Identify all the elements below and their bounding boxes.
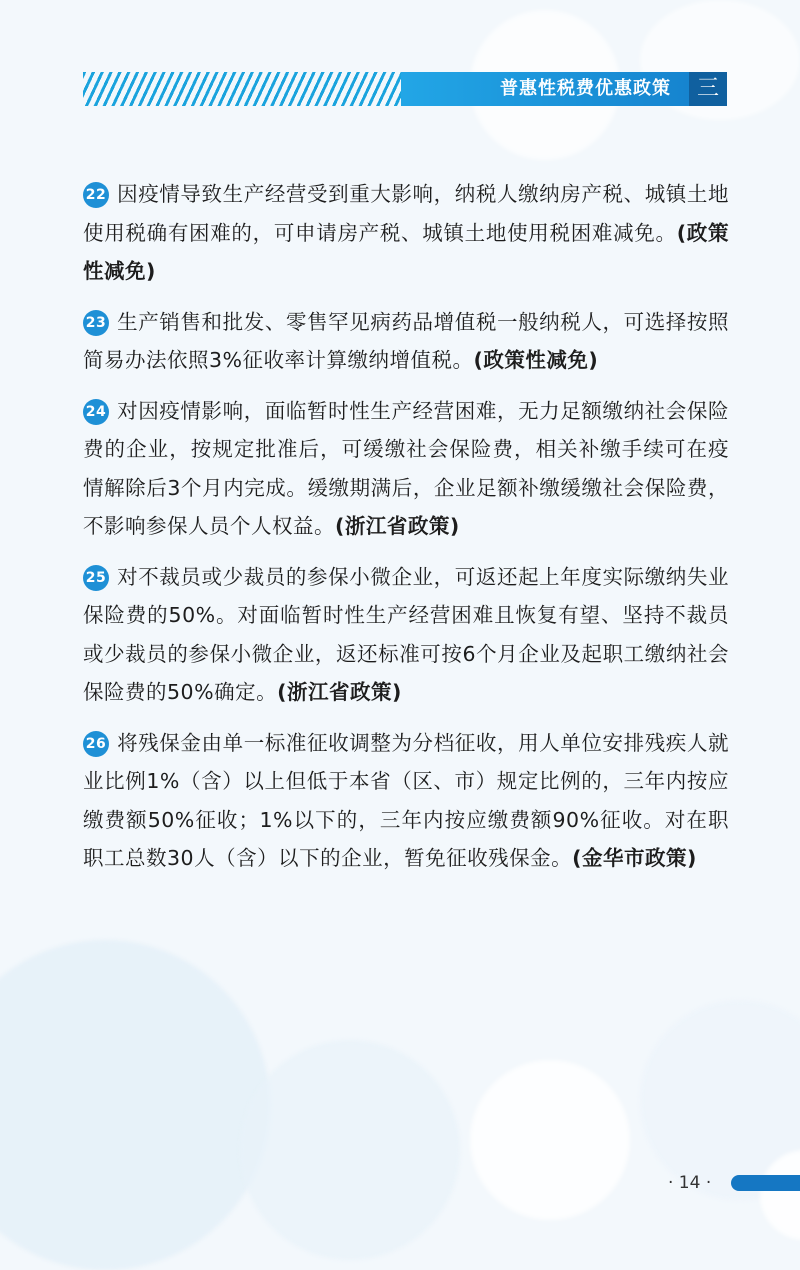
- policy-text: 因疫情导致生产经营受到重大影响，纳税人缴纳房产税、城镇土地使用税确有困难的，可申请房产税、城镇土地使用税困难减免。: [83, 182, 729, 245]
- item-number-badge: 22: [83, 182, 109, 208]
- policy-tag: (政策性减免): [473, 348, 599, 372]
- item-number-badge: 24: [83, 399, 109, 425]
- item-number-badge: 26: [83, 731, 109, 757]
- policy-text: 生产销售和批发、零售罕见病药品增值税一般纳税人，可选择按照简易办法依照3%征收率计算缴纳增值税。: [83, 309, 729, 372]
- bokeh-light: [470, 1060, 630, 1220]
- page-header: [83, 72, 727, 106]
- policy-text: 将残保金由单一标准征收调整为分档征收，用人单位安排残疾人就业比例1%（含）以上但低于本省（区、市）规定比例的，三年内按应缴费额50%征收；1%以下的，三年内按应缴费额90%征收。对在职职工总数30人（含）以下的企业，暂免征收残保金。: [83, 730, 729, 870]
- bokeh-light: [0, 940, 270, 1270]
- policy-text: 对因疫情影响，面临暂时性生产经营困难，无力足额缴纳社会保险费的企业，按规定批准后，可缓缴社会保险费，相关补缴手续可在疫情解除后3个月内完成。缓缴期满后，企业足额补缴缓缴社会保险费，不影响参保人员个人权益。: [83, 398, 729, 538]
- item-number-badge: 23: [83, 310, 109, 336]
- policy-tag: (浙江省政策): [335, 514, 460, 538]
- policy-item: [83, 303, 729, 380]
- policy-item: [83, 724, 729, 878]
- policy-tag: (金华市政策): [572, 846, 697, 870]
- policy-text: 对不裁员或少裁员的参保小微企业，可返还起上年度实际缴纳失业保险费的50%。对面临暂时性生产经营困难且恢复有望、坚持不裁员或少裁员的参保小微企业，返还标准可按6个月企业及起职工缴纳社会保险费的50%确定。: [83, 564, 729, 704]
- section-number-badge: 三: [689, 72, 727, 106]
- policy-tag: (政策性减免): [83, 220, 729, 283]
- policy-item: [83, 392, 729, 546]
- policy-item: [83, 558, 729, 712]
- policy-item: [83, 175, 729, 291]
- page-number: · 14 ·: [668, 1173, 712, 1193]
- header-title: 普惠性税费优惠政策: [401, 72, 689, 106]
- policy-list: [83, 175, 729, 890]
- header-stripes: [83, 72, 401, 106]
- policy-tag: (浙江省政策): [277, 680, 402, 704]
- bokeh-light: [240, 1040, 460, 1260]
- item-number-badge: 25: [83, 565, 109, 591]
- page-tab-marker: [731, 1175, 800, 1191]
